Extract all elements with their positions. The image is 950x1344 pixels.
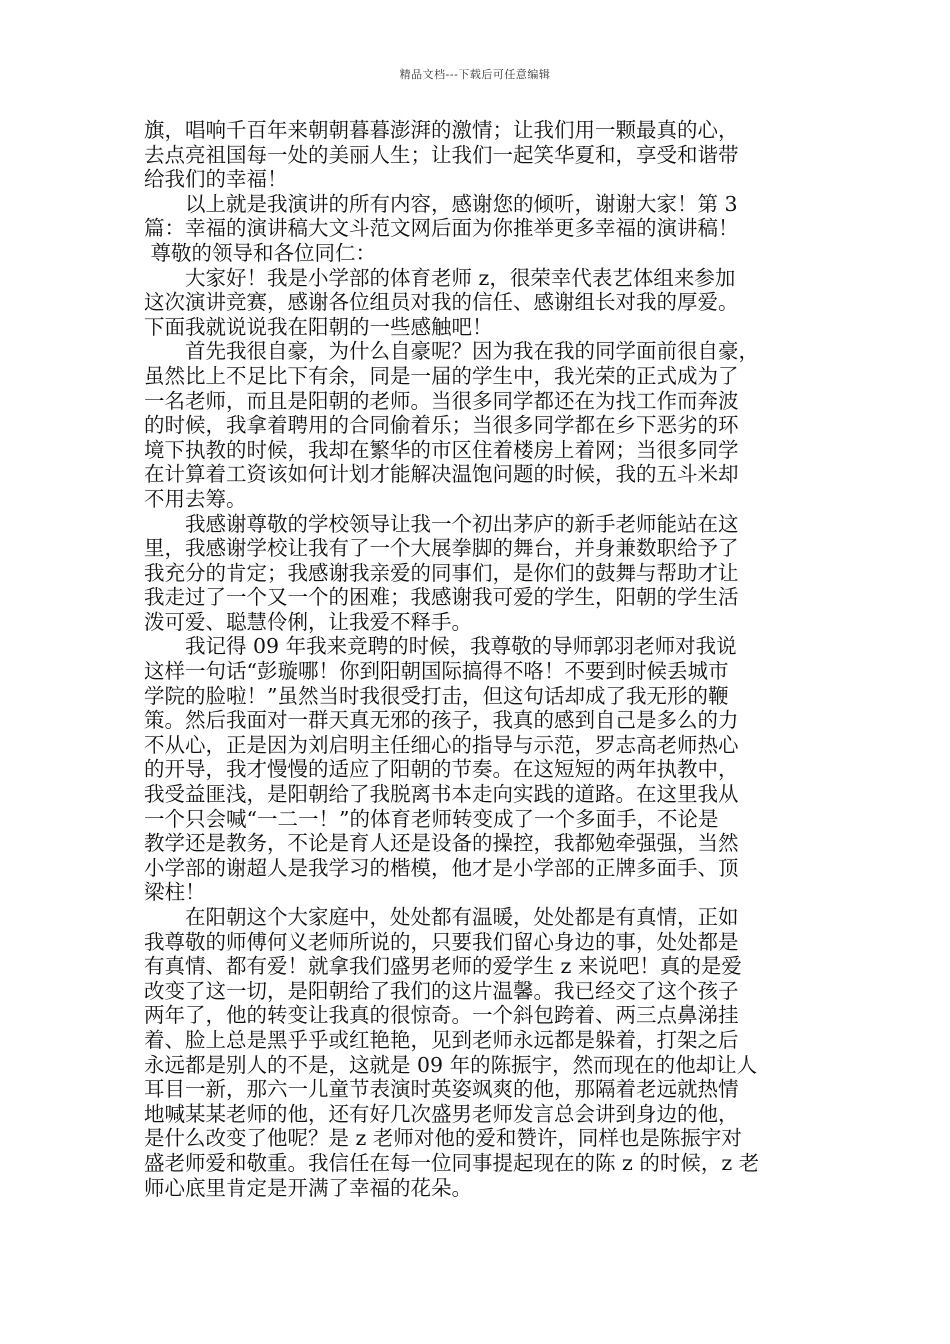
text-line: 在计算着工资该如何计划才能解决温饱问题的时候，我的五斗米却: [144, 462, 739, 487]
page-header: 精品文档---下载后可任意编辑: [399, 68, 551, 81]
text-line: 大家好！我是小学部的体育老师 z，很荣幸代表艺体组来参加: [144, 265, 736, 290]
text-line: 以上就是我演讲的所有内容，感谢您的倾听，谢谢大家！第 3: [144, 191, 738, 216]
text-line: 的时候，我拿着聘用的合同偷着乐；当很多同学都在乡下恶劣的环: [144, 413, 739, 438]
text-line: 给我们的幸福！: [144, 167, 288, 192]
document-body: [144, 118, 814, 1200]
text-line: 两年了，他的转变让我真的很惊奇。一个斜包跨着、两三点鼻涕挂: [144, 1003, 739, 1028]
text-line: 学院的脸啦！”虽然当时我很受打击，但这句话却成了我无形的鞭: [144, 683, 729, 708]
text-line: 在阳朝这个大家庭中，处处都有温暖，处处都是有真情，正如: [144, 905, 739, 929]
text-line: 篇：幸福的演讲稿大文斗范文网后面为你推举更多幸福的演讲稿！: [144, 216, 739, 241]
text-line: 改变了这一切，是阳朝给了我们的这片温馨。我已经交了这个孩子: [144, 978, 739, 1003]
text-line: 小学部的谢超人是我学习的楷模，他才是小学部的正牌多面手、顶: [144, 855, 739, 880]
text-line: 这样一句话“彭璇哪！你到阳朝国际搞得不咯！不要到时候丢城市: [144, 659, 729, 684]
text-line: 我感谢尊敬的学校领导让我一个初出茅庐的新手老师能站在这: [144, 511, 739, 536]
text-line: 我充分的肯定；我感谢我亲爱的同事们，是你们的鼓舞与帮助才让: [144, 560, 739, 585]
text-line: 去点亮祖国每一处的美丽人生；让我们一起笑华夏和，享受和谐带: [144, 142, 739, 167]
text-line: 我走过了一个又一个的困难；我感谢我可爱的学生，阳朝的学生活: [144, 585, 739, 610]
text-line: 尊敬的领导和各位同仁：: [144, 240, 377, 265]
text-line: 教学还是教务，不论是育人还是设备的操控，我都勉牵强强，当然: [144, 831, 739, 856]
text-line: 下面我就说说我在阳朝的一些感触吧！: [144, 314, 493, 339]
text-line: 盛老师爱和敬重。我信任在每一位同事提起现在的陈 z 的时候，z 老: [144, 1150, 760, 1175]
text-line: 我记得 09 年我来竞聘的时候，我尊敬的导师郭羽老师对我说: [144, 634, 737, 659]
text-line: 的开导，我才慢慢的适应了阳朝的节奏。在这短短的两年执教中，: [144, 757, 739, 782]
text-line: 师心底里肯定是开满了幸福的花朵。: [144, 1175, 472, 1200]
text-line: 有真情、都有爱！就拿我们盛男老师的爱学生 z 来说吧！真的是爱: [144, 954, 742, 979]
text-line: 我尊敬的师傅何义老师所说的，只要我们留心身边的事，处处都是: [144, 929, 739, 954]
text-line: 地喊某某老师的他，还有好几次盛男老师发言总会讲到身边的他，: [144, 1101, 739, 1126]
text-line: 境下执教的时候，我却在繁华的市区住着楼房上着网；当很多同学: [144, 437, 739, 462]
text-line: 不用去筹。: [144, 486, 247, 511]
text-line: 里，我感谢学校让我有了一个大展拳脚的舞台，并身兼数职给予了: [144, 536, 739, 561]
text-line: 永远都是别人的不是，这就是 09 年的陈振宇，然而现在的他却让人: [144, 1052, 758, 1077]
text-line: 耳目一新，那六一儿童节表演时英姿飒爽的他，那隔着老远就热情: [144, 1077, 739, 1102]
text-line: 旗，唱响千百年来朝朝暮暮澎湃的激情；让我们用一颗最真的心，: [144, 118, 739, 142]
text-line: 是什么改变了他呢？是 z 老师对他的爱和赞许，同样也是陈振宇对: [144, 1126, 742, 1151]
text-line: 一个只会喊“一二一！”的体育老师转变成了一个多面手，不论是: [144, 806, 719, 831]
text-line: 着、脸上总是黑乎乎或红艳艳，见到老师永远都是躲着，打架之后: [144, 1027, 739, 1052]
text-line: 策。然后我面对一群天真无邪的孩子，我真的感到自己是多么的力: [144, 708, 739, 733]
text-line: 一名老师，而且是阳朝的老师。当很多同学都还在为找工作而奔波: [144, 388, 739, 413]
text-line: 我受益匪浅，是阳朝给了我脱离书本走向实践的道路。在这里我从: [144, 782, 739, 807]
text-line: 虽然比上不足比下有余，同是一届的学生中，我光荣的正式成为了: [144, 363, 739, 388]
text-line: 泼可爱、聪慧伶俐，让我爱不释手。: [144, 609, 472, 634]
text-line: 首先我很自豪，为什么自豪呢？因为我在我的同学面前很自豪，: [144, 339, 759, 364]
text-line: 不从心，正是因为刘启明主任细心的指导与示范，罗志高老师热心: [144, 732, 739, 757]
text-line: 梁柱！: [144, 880, 206, 905]
text-line: 这次演讲竞赛，感谢各位组员对我的信任、感谢组长对我的厚爱。: [144, 290, 739, 315]
